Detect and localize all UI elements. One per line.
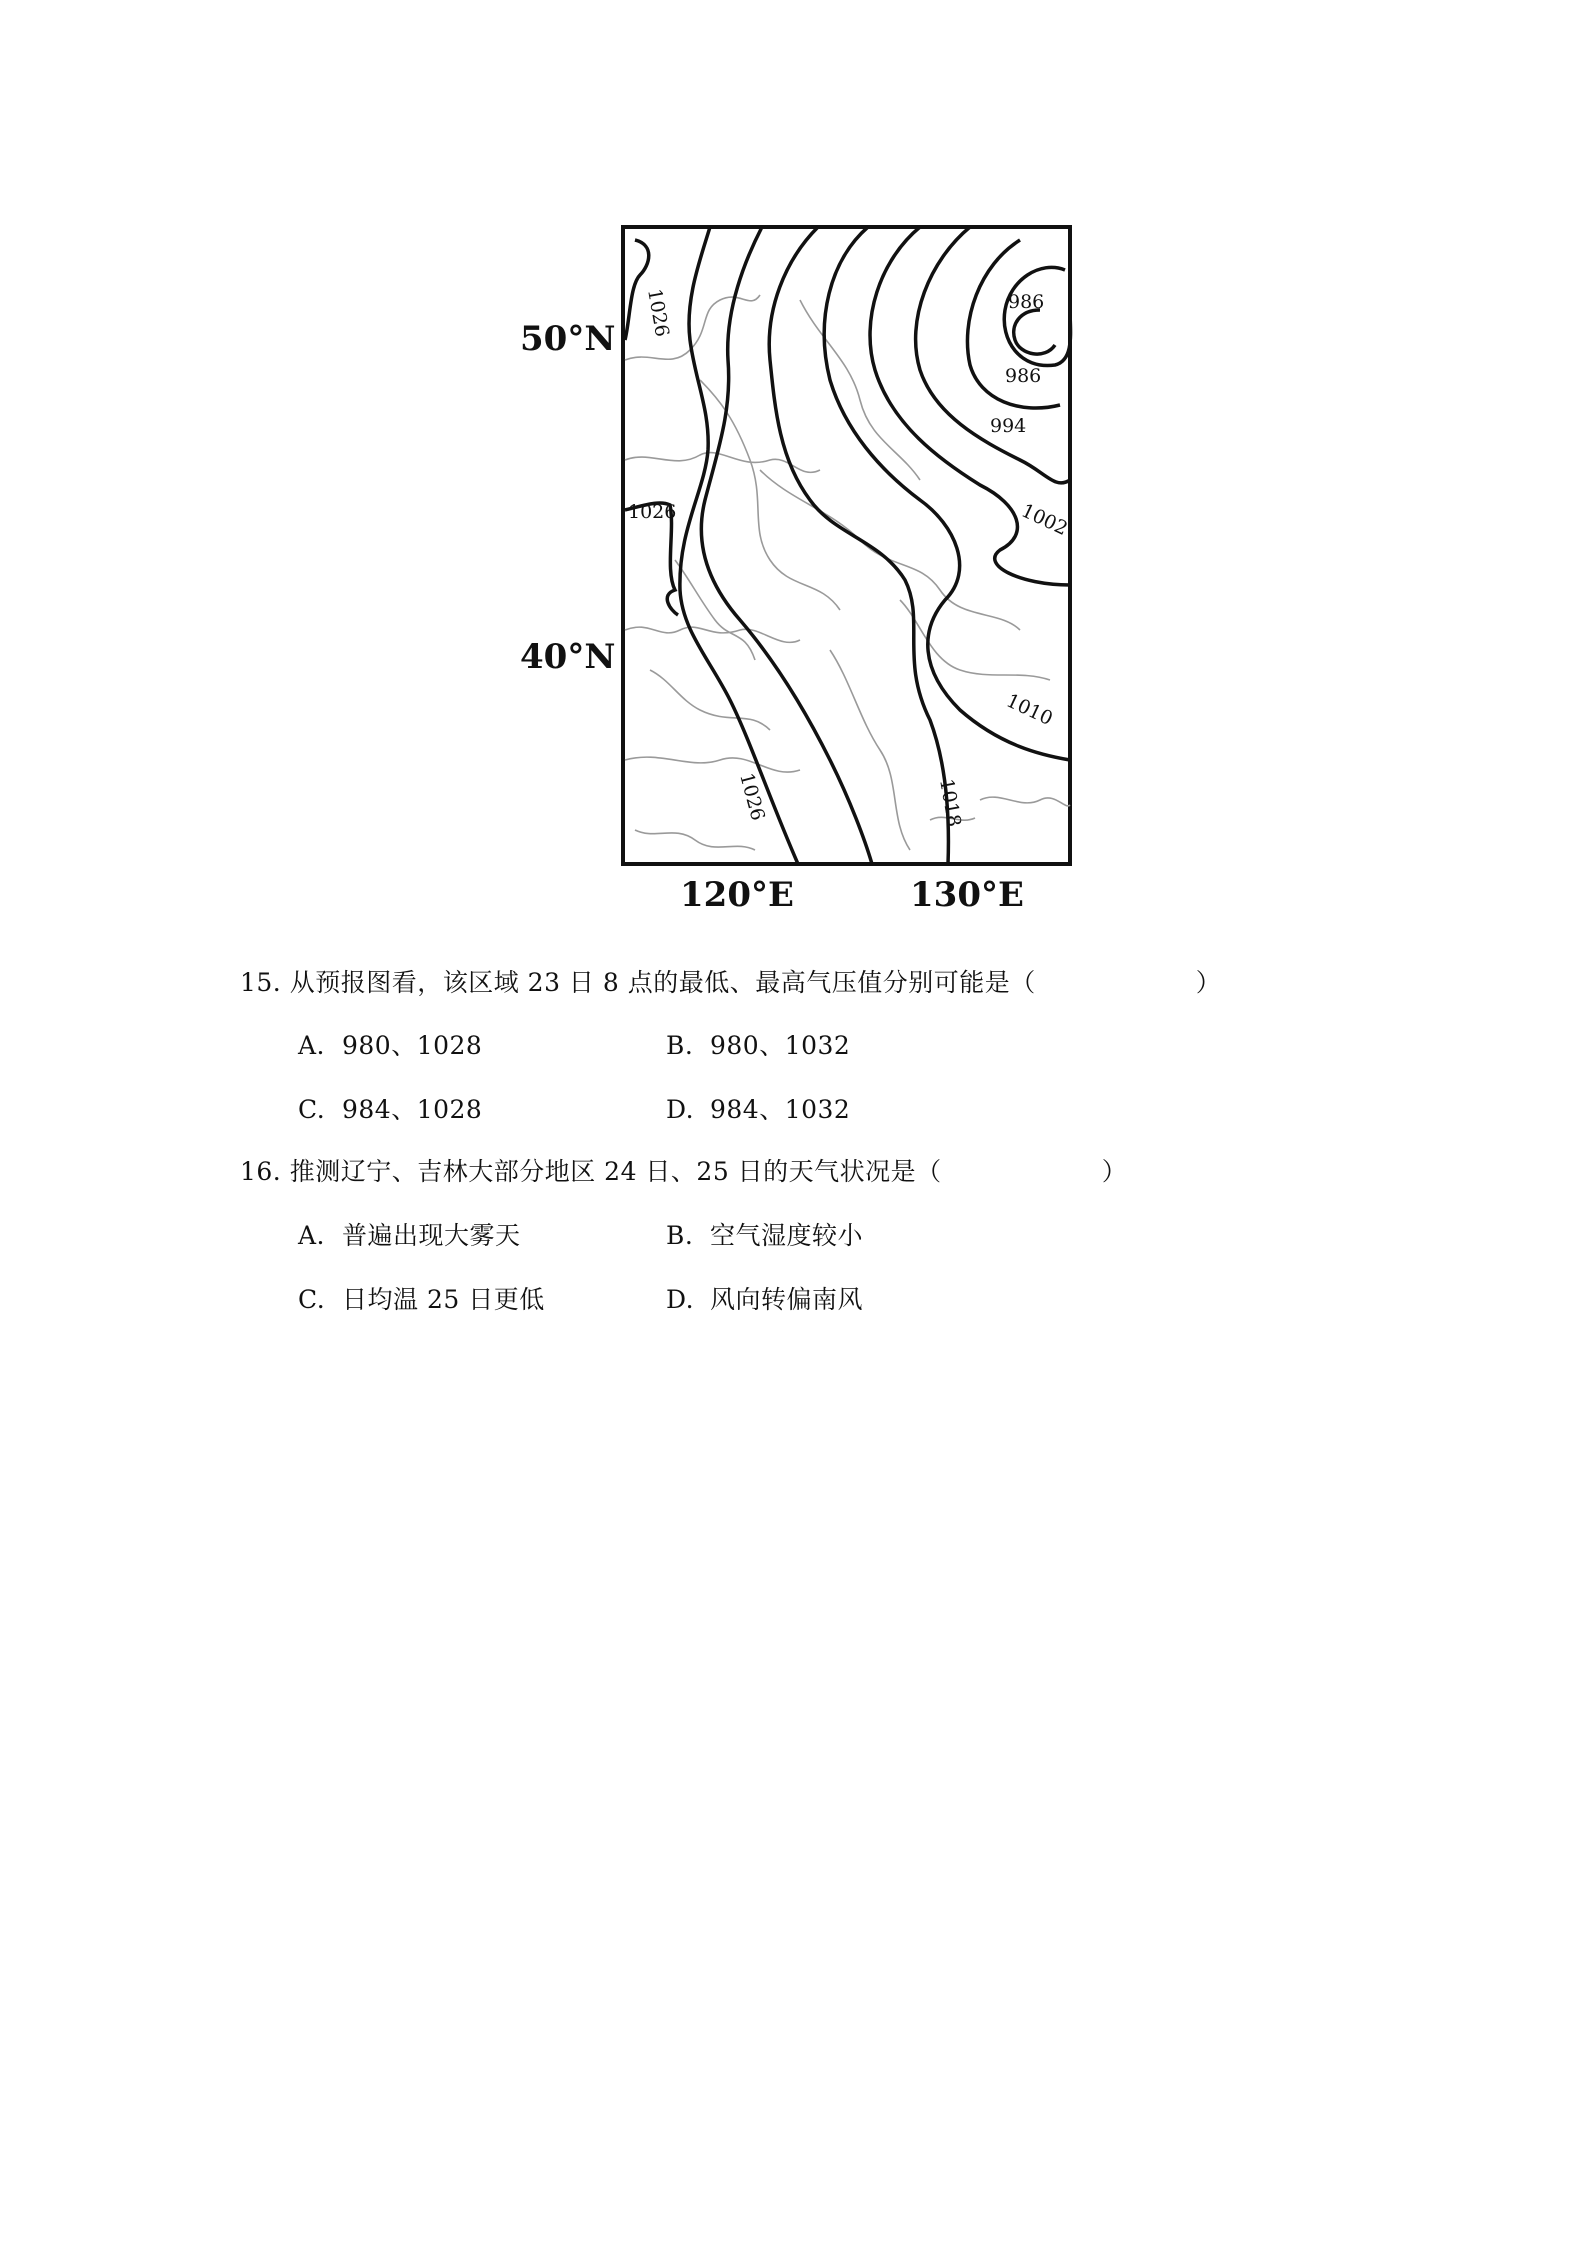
- option-text: 风向转偏南风: [710, 1285, 864, 1314]
- isobar-label: 1002: [1017, 499, 1072, 540]
- option-letter: C.: [298, 1285, 326, 1314]
- isobar-map: [500, 200, 1100, 920]
- question-16: [240, 1152, 1127, 1188]
- isobar-label: 1018: [935, 777, 966, 829]
- question-number: 15.: [240, 968, 282, 997]
- option-text: 空气湿度较小: [710, 1221, 864, 1250]
- option-letter: B.: [666, 1221, 694, 1250]
- isobar-label: 1026: [735, 770, 769, 824]
- question-15: [240, 963, 1221, 999]
- isobar-label: 1010: [1002, 689, 1057, 730]
- isobar-label: 1026: [628, 501, 677, 523]
- option-letter: D.: [666, 1095, 695, 1124]
- answer-blank-close: ）: [1101, 1157, 1128, 1186]
- question-text: 从预报图看，该区域 23 日 8 点的最低、最高气压值分别可能是（: [289, 968, 1036, 997]
- question-number: 16.: [240, 1157, 282, 1186]
- option-15-c[interactable]: [298, 1090, 482, 1126]
- option-letter: A.: [298, 1221, 326, 1250]
- option-letter: C.: [298, 1095, 326, 1124]
- option-text: 984、1028: [342, 1095, 483, 1124]
- lat-label-40n: 40°N: [520, 637, 616, 677]
- option-text: 984、1032: [710, 1095, 851, 1124]
- answer-blank-close: ）: [1195, 968, 1222, 997]
- option-15-a[interactable]: [298, 1026, 482, 1062]
- option-text: 普遍出现大雾天: [342, 1221, 521, 1250]
- isobar-map-figure: [500, 200, 1100, 920]
- question-text: 推测辽宁、吉林大部分地区 24 日、25 日的天气状况是（: [289, 1157, 942, 1186]
- lat-label-50n: 50°N: [520, 319, 616, 359]
- map-boundaries: [625, 295, 1070, 850]
- isobar-label: 994: [990, 415, 1027, 437]
- lon-label-130e: 130°E: [910, 875, 1024, 915]
- option-text: 980、1032: [710, 1031, 851, 1060]
- option-16-d[interactable]: [666, 1280, 863, 1316]
- option-15-b[interactable]: [666, 1026, 850, 1062]
- lon-label-120e: 120°E: [680, 875, 794, 915]
- option-text: 980、1028: [342, 1031, 483, 1060]
- isobar-label: 1026: [643, 287, 674, 339]
- option-16-b[interactable]: [666, 1216, 863, 1252]
- option-letter: A.: [298, 1031, 326, 1060]
- option-text: 日均温 25 日更低: [342, 1285, 545, 1314]
- option-16-a[interactable]: [298, 1216, 521, 1252]
- isobar-label: 986: [1005, 365, 1042, 387]
- option-15-d[interactable]: [666, 1090, 850, 1126]
- isobar-label: 986: [1008, 291, 1045, 313]
- option-letter: B.: [666, 1031, 694, 1060]
- isobar-lines: [625, 227, 1071, 864]
- option-16-c[interactable]: [298, 1280, 545, 1316]
- option-letter: D.: [666, 1285, 695, 1314]
